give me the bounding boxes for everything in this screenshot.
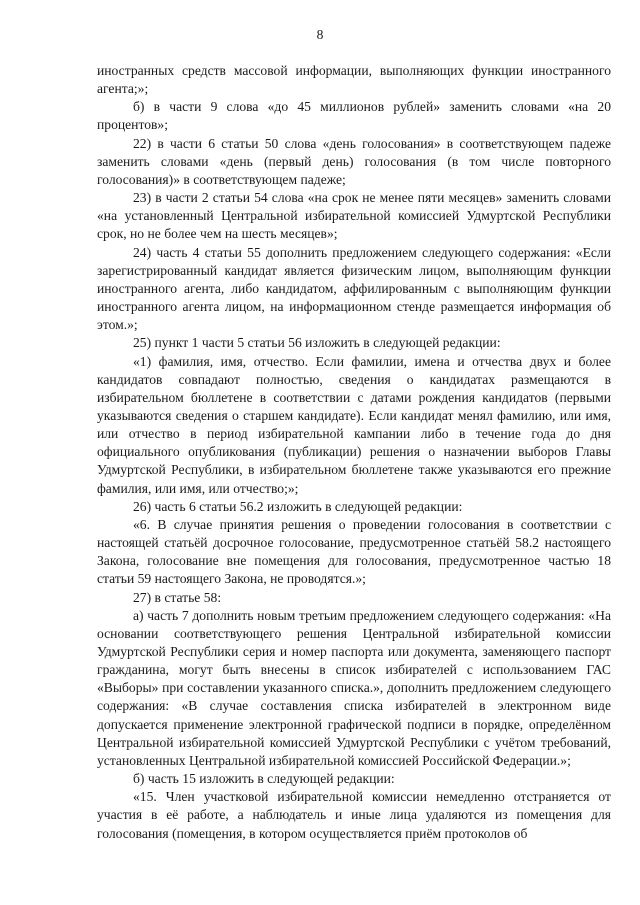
paragraph: «15. Член участковой избирательной комиссии немедленно отстраняется от участия в её работе, а наблюдатель и иные лица удаляются из помещения для голосования (помещения, в котором осуществляется приём протоколов об <box>97 789 611 841</box>
paragraph: б) часть 15 изложить в следующей редакции: <box>133 771 395 787</box>
paragraph: 25) пункт 1 части 5 статьи 56 изложить в следующей редакции: <box>133 335 501 351</box>
paragraph: «1) фамилия, имя, отчество. Если фамилии, имена и отчества двух и более кандидатов совпадают полностью, сведения о кандидатах размещаются в избирательном бюллетене в соответствии с датами рождения кандидатов (первыми указываются сведения о старшем кандидате). Если кандидат менял фамилию, или имя, или отчество в период избирательной кампании либо в течение года до дня официального опубликования (публикации) решения о назначении выборов Главы Удмуртской Республики, в избирательном бюллетене также указываются его прежние фамилия, или имя, или отчество;»; <box>97 353 611 496</box>
paragraph: иностранных средств массовой информации, выполняющих функции иностранного агента;»; <box>97 63 611 97</box>
document-body <box>97 62 611 843</box>
paragraph: 22) в части 6 статьи 50 слова «день голосования» в соответствующем падеже заменить словами «день (первый день) голосования (в том числе повторного голосования)» в соответствующем падеже; <box>97 135 611 187</box>
paragraph: а) часть 7 дополнить новым третьим предложением следующего содержания: «На основании соответствующего решения Центральной избирательной комиссии Удмуртской Республики серия и номер паспорта или документа, заменяющего паспорт гражданина, могут быть внесены в список избирателей с использованием ГАС «Выборы» при составлении указанного списка.», дополнить предложением следующего содержания: «В случае составления списка избирателей в электронном виде допускается применение электронной графической подписи в порядке, определённом Центральной избирательной комиссией Удмуртской Республики с учётом требований, установленных Центральной избирательной комиссией Российской Федерации.»; <box>97 607 611 768</box>
paragraph: «6. В случае принятия решения о проведении голосования в соответствии с настоящей статьёй досрочное голосование, предусмотренное статьёй 58.2 настоящего Закона, голосование вне помещения для голосования, предусмотренное частью 18 статьи 59 настоящего Закона, не проводятся.»; <box>97 516 611 587</box>
paragraph: б) в части 9 слова «до 45 миллионов рублей» заменить словами «на 20 процентов»; <box>97 99 611 133</box>
paragraph: 24) часть 4 статьи 55 дополнить предложением следующего содержания: «Если зарегистрированный кандидат является физическим лицом, выполняющим функции иностранного агента, либо кандидатом, аффилированным с выполняющим функции иностранного агента лицом, на информационном стенде размещается информация об этом.»; <box>97 244 611 333</box>
paragraph: 27) в статье 58: <box>133 589 222 605</box>
page-number: 8 <box>316 27 324 42</box>
paragraph: 26) часть 6 статьи 56.2 изложить в следующей редакции: <box>133 498 463 514</box>
paragraph: 23) в части 2 статьи 54 слова «на срок не менее пяти месяцев» заменить словами «на установленный Центральной избирательной комиссией Удмуртской Республики срок, но не более чем на шесть месяцев»; <box>97 190 611 242</box>
